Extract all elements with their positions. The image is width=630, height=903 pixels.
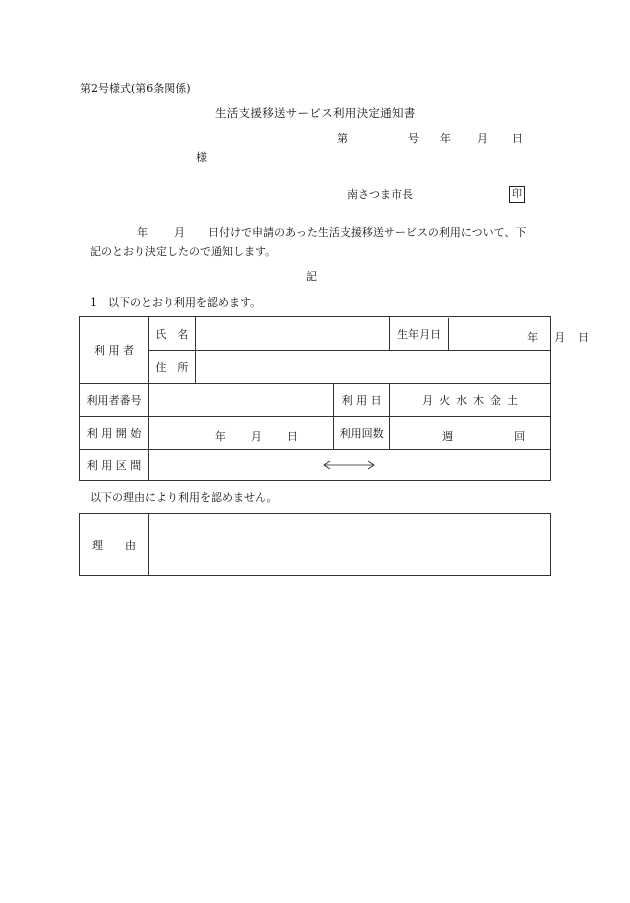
- name-label: [148, 317, 195, 351]
- user-number-field[interactable]: [148, 384, 333, 417]
- reason-label-text: 理 由: [91, 538, 136, 552]
- start-field[interactable]: [148, 417, 333, 450]
- deny-heading: 以下の理由により利用を認めません。: [90, 491, 278, 504]
- number-dai: 第: [337, 132, 348, 145]
- name-label-text: 氏 名: [155, 327, 189, 341]
- reason-field[interactable]: [148, 514, 550, 576]
- weekday-cell: [390, 384, 551, 417]
- ki-heading: 記: [306, 270, 317, 283]
- body-nen: 年: [137, 226, 148, 239]
- weekday-sat[interactable]: 土: [506, 394, 518, 407]
- approval-table: [79, 316, 590, 481]
- section-label: [80, 450, 149, 481]
- number-go: 号: [408, 132, 419, 145]
- weekday-wed[interactable]: 水: [456, 394, 468, 407]
- birth-hi: 日: [578, 330, 590, 344]
- weekday-tue[interactable]: 火: [439, 394, 451, 407]
- section-arrow-wrap: [149, 460, 550, 470]
- count-field[interactable]: [390, 417, 551, 450]
- weekday-fri[interactable]: 金: [489, 394, 501, 407]
- user-number-label: [80, 384, 149, 417]
- user-number-label-text: 利用者番号: [86, 394, 142, 407]
- birth-nen: 年: [527, 330, 539, 344]
- section-row: [80, 450, 551, 481]
- section-1-heading: 1 以下のとおり利用を認めます。: [90, 296, 262, 309]
- birth-tsuki: 月: [554, 330, 566, 344]
- count-label-text: 利用回数: [339, 427, 384, 440]
- count-label: [334, 417, 390, 450]
- start-label-text: 利 用 開 始: [86, 427, 142, 440]
- date-nen: 年: [440, 132, 451, 145]
- user-label: [80, 317, 149, 384]
- birth-label: 生年月日: [390, 318, 449, 350]
- user-number-row: [80, 384, 551, 417]
- start-nen: 年: [214, 430, 226, 443]
- date-tsuki: 月: [477, 132, 488, 145]
- start-hi: 日: [286, 430, 298, 443]
- body-line-1: [0, 227, 630, 241]
- document-title: 生活支援移送サービス利用決定通知書: [215, 106, 416, 120]
- address-label: [148, 351, 195, 384]
- reason-row: [80, 514, 551, 576]
- section-label-text: 利 用 区 間: [86, 459, 142, 472]
- use-day-label: [334, 384, 390, 417]
- body-tsuki: 月: [174, 226, 185, 239]
- denial-table: [79, 513, 551, 576]
- start-row: [80, 417, 551, 450]
- name-row: [80, 317, 551, 351]
- issuer-mayor: 南さつま市長: [347, 188, 413, 201]
- form-number: 第2号様式(第6条関係): [80, 82, 191, 95]
- start-tsuki: 月: [250, 430, 262, 443]
- weekday-mon[interactable]: 月: [422, 394, 434, 407]
- address-label-text: 住 所: [155, 361, 189, 374]
- reason-label: [80, 514, 149, 576]
- count-kai: 回: [514, 430, 526, 443]
- start-label: [80, 417, 149, 450]
- date-hi: 日: [512, 132, 523, 145]
- birth-field[interactable]: [449, 318, 590, 350]
- addressee-sama: 様: [196, 151, 207, 164]
- body-line-1-rest: 日付けで申請のあった生活支援移送サービスの利用について、下: [208, 226, 527, 239]
- birth-cell: [390, 317, 590, 351]
- seal-stamp: 印: [509, 186, 525, 203]
- document-number-line: [337, 133, 527, 147]
- weekday-thu[interactable]: 木: [473, 394, 484, 407]
- use-day-label-text: 利 用 日: [341, 394, 382, 407]
- name-field[interactable]: [195, 317, 389, 351]
- double-arrow-icon: [323, 460, 375, 470]
- body-line-2: 記のとおり決定したので通知します。: [90, 245, 277, 258]
- section-field[interactable]: [148, 450, 550, 481]
- count-week: 週: [442, 430, 454, 443]
- address-field[interactable]: [195, 351, 550, 384]
- address-row: [80, 351, 551, 384]
- user-label-text: 利 用 者: [93, 344, 134, 357]
